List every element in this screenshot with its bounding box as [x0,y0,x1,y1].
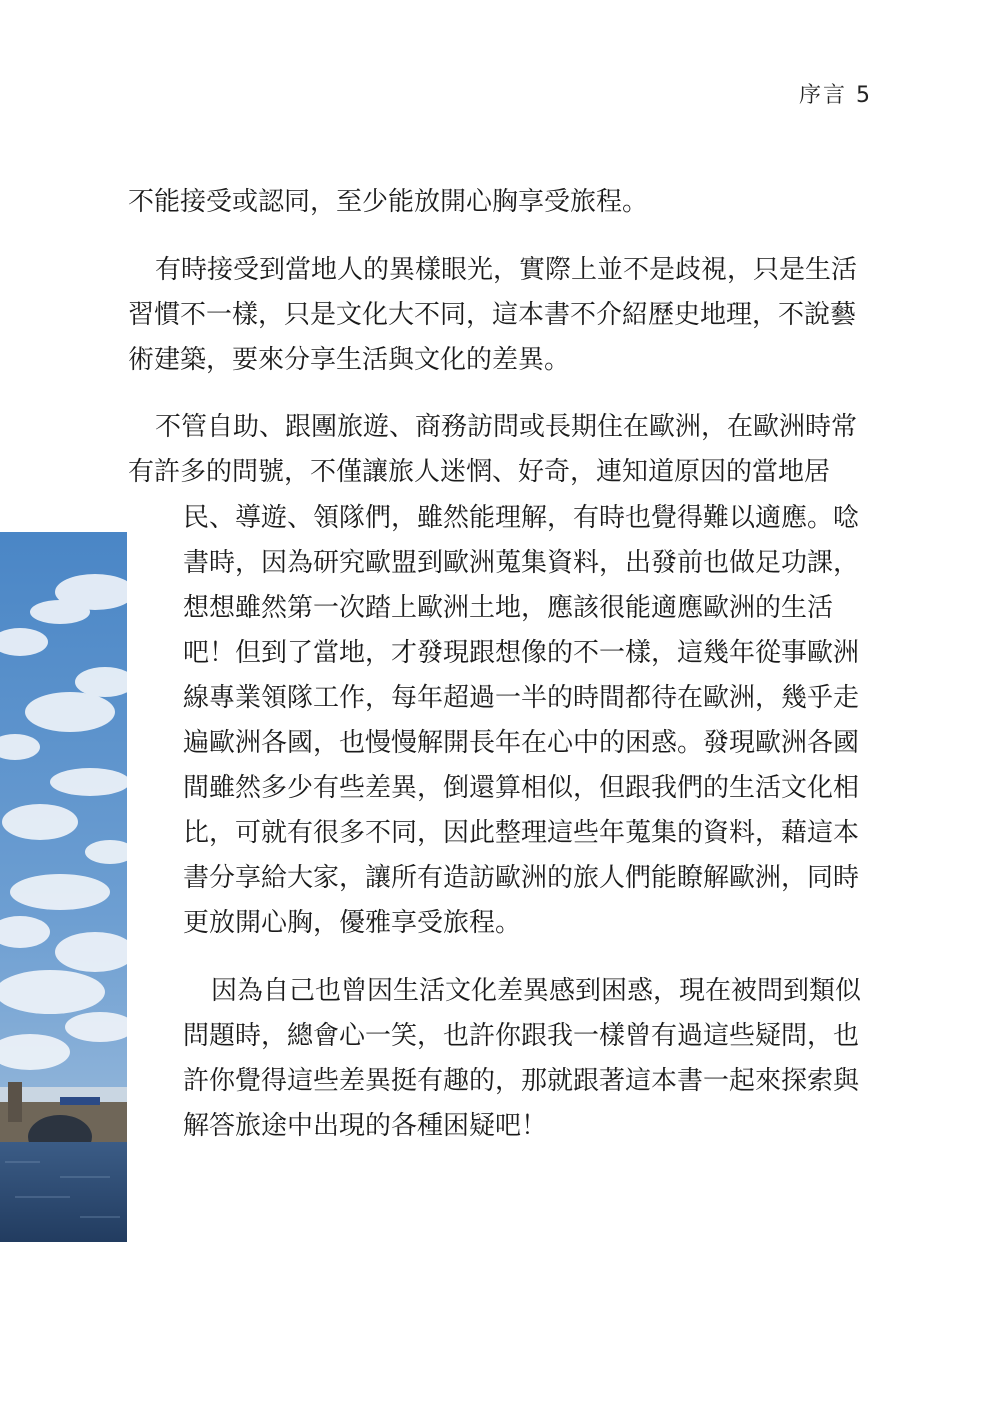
text-line: 有時接受到當地人的異樣眼光，實際上並不是歧視，只是生活 [155,255,858,285]
text-line: 問題時，總會心一笑，也許你跟我一樣曾有過這些疑問，也 [183,1021,860,1051]
running-header [799,78,872,109]
text-line: 書分享給大家，讓所有造訪歐洲的旅人們能瞭解歐洲，同時 [183,863,860,893]
text-line: 書時，因為研究歐盟到歐洲蒐集資料，出發前也做足功課， [183,548,860,578]
text-line: 不能接受或認同，至少能放開心胸享受旅程。 [128,187,649,217]
text-line: 更放開心胸，優雅享受旅程。 [183,908,522,938]
text-line: 民、導遊、領隊們，雖然能理解，有時也覺得難以適應。唸 [183,503,860,533]
text-line: 術建築，要來分享生活與文化的差異。 [128,345,571,375]
text-line: 吧！但到了當地，才發現跟想像的不一樣，這幾年從事歐洲 [183,638,860,668]
photo-graphic [0,532,127,1242]
text-line: 有許多的問號，不僅讓旅人迷惘、好奇，連知道原因的當地居 [128,457,831,487]
text-line: 習慣不一樣，只是文化大不同，這本書不介紹歷史地理，不說藝 [128,300,857,330]
text-line: 遍歐洲各國，也慢慢解開長年在心中的困惑。發現歐洲各國 [183,728,860,758]
text-line: 間雖然多少有些差異，倒還算相似，但跟我們的生活文化相 [183,773,860,803]
text-line: 線專業領隊工作，每年超過一半的時間都待在歐洲，幾乎走 [183,683,860,713]
text-line: 解答旅途中出現的各種困疑吧！ [183,1111,548,1141]
page-number: 5 [856,83,872,108]
text-line: 許你覺得這些差異挺有趣的，那就跟著這本書一起來探索與 [183,1066,860,1096]
text-line: 不管自助、跟團旅遊、商務訪問或長期住在歐洲，在歐洲時常 [155,412,858,442]
text-line: 比，可就有很多不同，因此整理這些年蒐集的資料，藉這本 [183,818,860,848]
text-line: 因為自己也曾因生活文化差異感到困惑，現在被問到類似 [211,976,862,1006]
text-line: 想想雖然第一次踏上歐洲土地，應該很能適應歐洲的生活 [183,593,834,623]
paris-seine-photo [0,532,127,1242]
running-title: 序言 [798,83,847,108]
